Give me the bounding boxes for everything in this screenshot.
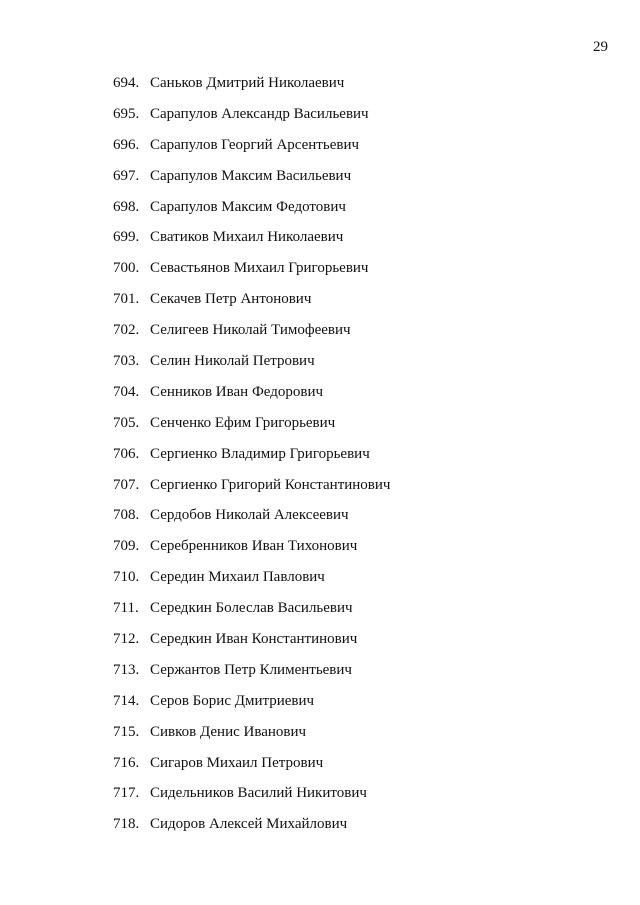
entry-number: 717. bbox=[113, 785, 140, 802]
entry-name: Сердобов Николай Алексеевич bbox=[150, 507, 349, 524]
entry-number: 702. bbox=[113, 322, 140, 339]
entry-name: Сарапулов Александр Васильевич bbox=[150, 105, 369, 122]
list-item bbox=[113, 593, 390, 624]
entry-number: 705. bbox=[113, 414, 140, 431]
entry-number: 695. bbox=[113, 105, 140, 122]
list-item bbox=[113, 686, 390, 717]
list-item bbox=[113, 531, 390, 562]
list-item bbox=[113, 130, 390, 161]
entry-name: Середкин Болеслав Васильевич bbox=[150, 600, 353, 617]
entry-number: 707. bbox=[113, 476, 140, 493]
name-list bbox=[113, 68, 390, 840]
entry-name: Середкин Иван Константинович bbox=[150, 630, 358, 647]
entry-name: Сергиенко Владимир Григорьевич bbox=[150, 445, 370, 462]
list-item bbox=[113, 222, 390, 253]
entry-number: 714. bbox=[113, 692, 140, 709]
list-item bbox=[113, 439, 390, 470]
entry-number: 715. bbox=[113, 723, 140, 740]
entry-number: 698. bbox=[113, 198, 140, 215]
entry-number: 713. bbox=[113, 661, 140, 678]
entry-name: Середин Михаил Павлович bbox=[150, 569, 325, 586]
list-item bbox=[113, 284, 390, 315]
entry-name: Сидельников Василий Никитович bbox=[150, 785, 367, 802]
entry-number: 718. bbox=[113, 816, 140, 833]
list-item bbox=[113, 717, 390, 748]
list-item bbox=[113, 748, 390, 779]
entry-name: Селигеев Николай Тимофеевич bbox=[150, 322, 351, 339]
entry-number: 716. bbox=[113, 754, 140, 771]
entry-name: Селин Николай Петрович bbox=[150, 352, 315, 369]
list-item bbox=[113, 253, 390, 284]
list-item bbox=[113, 408, 390, 439]
list-item bbox=[113, 377, 390, 408]
list-item bbox=[113, 192, 390, 223]
entry-name: Сарапулов Максим Федотович bbox=[150, 198, 346, 215]
entry-number: 694. bbox=[113, 74, 140, 91]
entry-name: Сенченко Ефим Григорьевич bbox=[150, 414, 336, 431]
entry-number: 700. bbox=[113, 260, 140, 277]
entry-number: 709. bbox=[113, 538, 140, 555]
entry-name: Сигаров Михаил Петрович bbox=[150, 754, 324, 771]
entry-name: Сарапулов Максим Васильевич bbox=[150, 167, 352, 184]
entry-number: 710. bbox=[113, 569, 140, 586]
entry-name: Сенников Иван Федорович bbox=[150, 383, 324, 400]
entry-name: Секачев Петр Антонович bbox=[150, 291, 312, 308]
list-item bbox=[113, 655, 390, 686]
entry-name: Сержантов Петр Климентьевич bbox=[150, 661, 352, 678]
list-item bbox=[113, 562, 390, 593]
list-item bbox=[113, 346, 390, 377]
list-item bbox=[113, 68, 390, 99]
entry-number: 699. bbox=[113, 229, 140, 246]
list-item bbox=[113, 778, 390, 809]
entry-name: Серебренников Иван Тихонович bbox=[150, 538, 358, 555]
entry-number: 708. bbox=[113, 507, 140, 524]
list-item bbox=[113, 161, 390, 192]
page-number: 29 bbox=[593, 39, 608, 55]
entry-name: Серов Борис Дмитриевич bbox=[150, 692, 315, 709]
entry-name: Севастьянов Михаил Григорьевич bbox=[150, 260, 369, 277]
entry-name: Сватиков Михаил Николаевич bbox=[150, 229, 344, 246]
list-item bbox=[113, 470, 390, 501]
entry-number: 706. bbox=[113, 445, 140, 462]
entry-number: 701. bbox=[113, 291, 140, 308]
entry-name: Сивков Денис Иванович bbox=[150, 723, 307, 740]
entry-number: 711. bbox=[113, 600, 139, 617]
entry-name: Сидоров Алексей Михайлович bbox=[150, 816, 348, 833]
list-item bbox=[113, 99, 390, 130]
entry-number: 712. bbox=[113, 630, 140, 647]
entry-name: Сарапулов Георгий Арсентьевич bbox=[150, 136, 360, 153]
entry-number: 697. bbox=[113, 167, 140, 184]
entry-number: 704. bbox=[113, 383, 140, 400]
list-item bbox=[113, 809, 390, 840]
list-item bbox=[113, 315, 390, 346]
entry-number: 696. bbox=[113, 136, 140, 153]
entry-number: 703. bbox=[113, 352, 140, 369]
list-item bbox=[113, 500, 390, 531]
list-item bbox=[113, 624, 390, 655]
entry-name: Сергиенко Григорий Константинович bbox=[150, 476, 391, 493]
entry-name: Саньков Дмитрий Николаевич bbox=[150, 74, 345, 91]
